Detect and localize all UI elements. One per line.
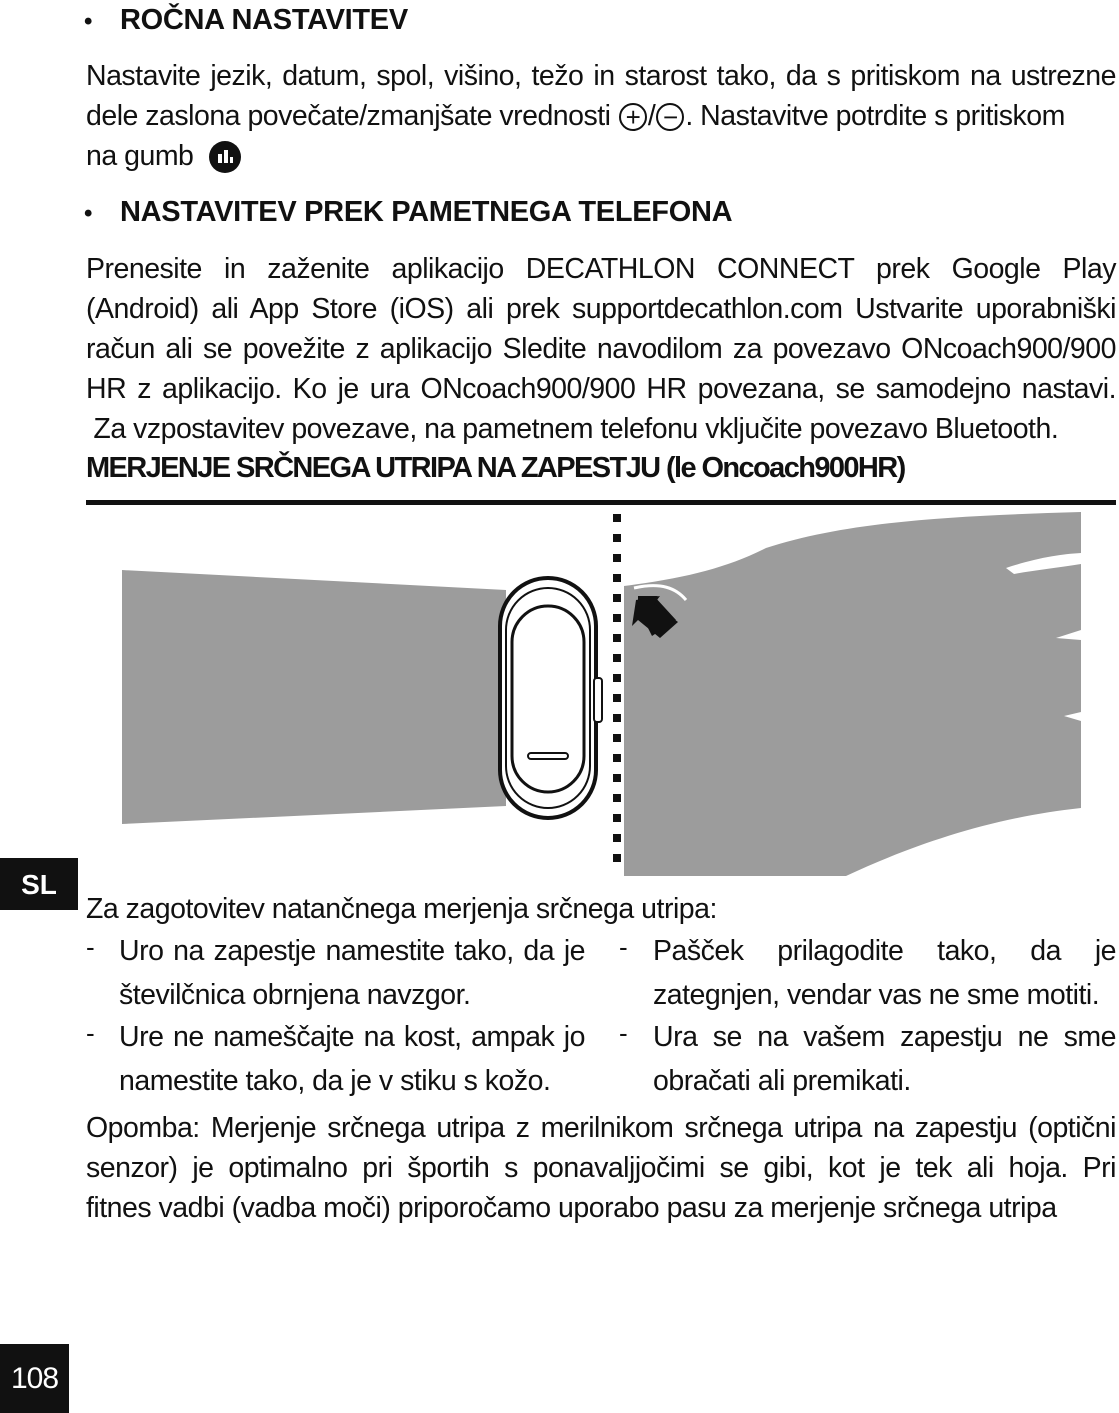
list-item [653,929,1116,1017]
text-line: Opomba: Merjenje srčnega utripa z merilnikom srčnega utripa na zapestju (optični [86,1112,1116,1144]
list-item [119,929,585,1017]
page-number: 108 [0,1344,69,1413]
intro-text: Za zagotovitev natančnega merjenja srčnega utripa: [86,893,717,925]
minus-icon: − [656,103,684,131]
text-line: Pašček prilagodite tako, da je [653,935,1116,967]
slash: / [647,100,656,132]
dash: - [619,932,628,962]
plus-icon: + [619,103,647,131]
heading-rule [86,500,1116,505]
text-line: Prenesite in zaženite aplikacijo DECATHLON CONNECT prek Google Play [86,253,1116,285]
text-line: Uro na zapestje namestite tako, da je [119,935,585,967]
bullet: • [84,200,93,227]
paragraph-manual-setup [86,56,1116,176]
text-line: Ure ne nameščajte na kost, ampak jo [119,1021,585,1053]
text-fragment: dele zaslona povečate/zmanjšate vrednosti [86,100,611,132]
watch [500,578,602,818]
text-line: Nastavite jezik, datum, spol, višino, težo in starost tako, da s pritiskom na ustrezne [86,60,1116,92]
dash: - [86,1018,95,1048]
text-line [86,136,1116,176]
heading-rocna-nastavitev: ROČNA NASTAVITEV [120,4,408,36]
heading-nastavitev-prek-telefona: NASTAVITEV PREK PAMETNEGA TELEFONA [120,196,733,228]
list-item [653,1015,1116,1103]
paragraph-phone-setup [86,249,1116,449]
note-paragraph [86,1108,1116,1228]
heading-heart-rate: MERJENJE SRČNEGA UTRIPA NA ZAPESTJU (le Oncoach900HR) [86,452,905,484]
text-line: račun ali se povežite z aplikacijo Sledite navodilom za povezavo ONcoach900/900 [86,333,1116,365]
text-line: Ura se na vašem zapestju ne sme [653,1021,1116,1053]
text-fragment: . Nastavitve potrdite s pritiskom [685,100,1065,132]
confirm-button-icon [209,141,241,173]
text-line [86,96,1116,136]
text-line: senzor) je optimalno pri športih s ponavaljjočimi se gibi, kot je tek ali hoja. Pri [86,1152,1116,1184]
text-fragment: na gumb [86,140,194,172]
text-line: (Android) ali App Store (iOS) ali prek supportdecathlon.com Ustvarite uporabniški [86,293,1116,325]
text-line: Za vzpostavitev povezave, na pametnem telefonu vključite povezavo Bluetooth. [86,413,1059,445]
text-line: HR z aplikacijo. Ko je ura ONcoach900/900 HR povezana, se samodejno nastavi. [86,373,1116,405]
text-line: obračati ali premikati. [653,1065,911,1097]
list-item [119,1015,585,1103]
wrist-illustration [86,508,1086,880]
forearm [122,570,506,824]
text-line: številčnica obrnjena navzgor. [119,979,471,1011]
dash: - [86,932,95,962]
language-tab: SL [0,858,78,910]
bullet: • [84,8,93,35]
dash: - [619,1018,628,1048]
text-line: fitnes vadbi (vadba moči) priporočamo uporabo pasu za merjenje srčnega utripa [86,1192,1057,1224]
text-line: zategnjen, vendar vas ne sme motiti. [653,979,1100,1011]
text-line: namestite tako, da je v stiku s kožo. [119,1065,551,1097]
